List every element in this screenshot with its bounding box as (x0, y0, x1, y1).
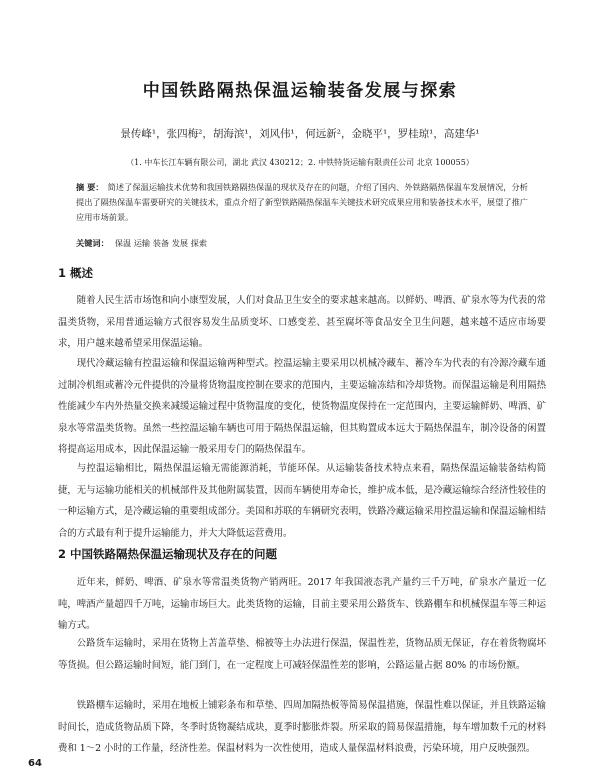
keywords (76, 238, 528, 249)
abstract (76, 180, 528, 225)
body-paragraph: 现代冷藏运输有控温运输和保温运输两种型式。控温运输主要采用以机械冷藏车、蓄冷车为代表的有冷源冷藏车通过制冷机组或蓄冷元件提供的冷量将货物温度控制在要求的范围内，主要运输冻结和冷却货物。而保温运输是利用隔热性能减少车内外热量交换来减缓运输过程中货物温度的变化，使货物温度保持在一定范围内，主要运输鲜奶、啤酒、矿泉水等常温类货物。虽然一些控温运输车辆也可用于隔热保温运输，但其购置成本远大于隔热保温车，制冷设备的闲置将提高运用成本，因此保温运输一般采用专门的隔热保温车。 (58, 358, 546, 455)
keywords-label: 关键词： (76, 238, 109, 248)
affiliation: （1. 中车长江车辆有限公司，湖北 武汉 430212；2. 中铁特货运输有限责任公司 北京 100055） (126, 158, 474, 167)
body-paragraph: 随着人民生活市场饱和向小康型发展，人们对食品卫生安全的要求越来越高。以鲜奶、啤酒、矿泉水等为代表的常温类货物，采用普通运输方式很容易发生品质变坏、口感变差、甚至腐坏等食品安全卫生问题，越来越不适应市场要求，用户越来越希望采用保温运输。 (58, 295, 546, 349)
keywords-text: 保温 运输 装备 发展 探索 (114, 238, 208, 248)
section-heading-overview: 1 概述 (58, 266, 94, 280)
section-heading-status: 2 中国铁路隔热保温运输现状及存在的问题 (58, 547, 278, 561)
paper-title: 中国铁路隔热保温运输装备发展与探索 (142, 81, 458, 101)
body-paragraph: 公路货车运输时，采用在货物上苫盖草垫、棉被等土办法进行保温，保温性差，货物品质无保证，存在着货物腐坏等货损。但公路运输时间短，能门到门，在一定程度上可减轻保温性差的影响，公路运量占据 80% 的市场份额。 (58, 638, 546, 671)
author-list: 景传峰¹，张四梅²，胡海滨¹，刘风伟¹，何远新²，金晓平¹，罗桂琼¹，高建华¹ (120, 128, 480, 140)
body-paragraph: 近年来，鲜奶、啤酒、矿泉水等常温类货物产销两旺。2017 年我国液态乳产量约三千万吨，矿泉水产量近一亿吨，啤酒产量超四千万吨，运输市场巨大。此类货物的运输，目前主要采用公路货车、铁路棚车和机械保温车等三种运输方式。 (58, 577, 546, 631)
body-paragraph: 与控温运输相比，隔热保温运输无需能源消耗，节能环保。从运输装备技术特点来看，隔热保温运输装备结构简捷，无与运输功能相关的机械部件及其他附属装置，因而车辆使用寿命长，维护成本低，是冷藏运输综合经济性较佳的一种运输方式，是冷藏运输的重要组成部分。美国和苏联的车辆研究表明，铁路冷藏运输采用控温运输和保温运输相结合的方式最有利于提升运输能力，并大大降低运营费用。 (58, 463, 546, 539)
abstract-text: 简述了保温运输技术优势和我国铁路隔热保温的现状及存在的问题，介绍了国内、外铁路隔热保温车发展情况，分析提出了隔热保温车需要研究的关键技术，重点介绍了新型铁路隔热保温车关键技术研究成果应用和装备技术水平，展望了推广应用市场前景。 (76, 182, 528, 222)
page-number: 64 (28, 758, 42, 769)
body-paragraph: 铁路棚车运输时，采用在地板上铺彩条布和草垫、四周加隔热板等简易保温措施，保温性难以保证，并且铁路运输时间长，造成货物品质下降，冬季时货物凝结成块，夏季时膨胀炸裂。所采取的简易保温措施，每车增加数千元的材料费和 1～2 小时的工作量，经济性差。保温材料为一次性使用，造成人量保温材料浪费，污染环境，用户反映强烈。 (58, 700, 546, 754)
abstract-label: 摘 要： (76, 182, 104, 192)
